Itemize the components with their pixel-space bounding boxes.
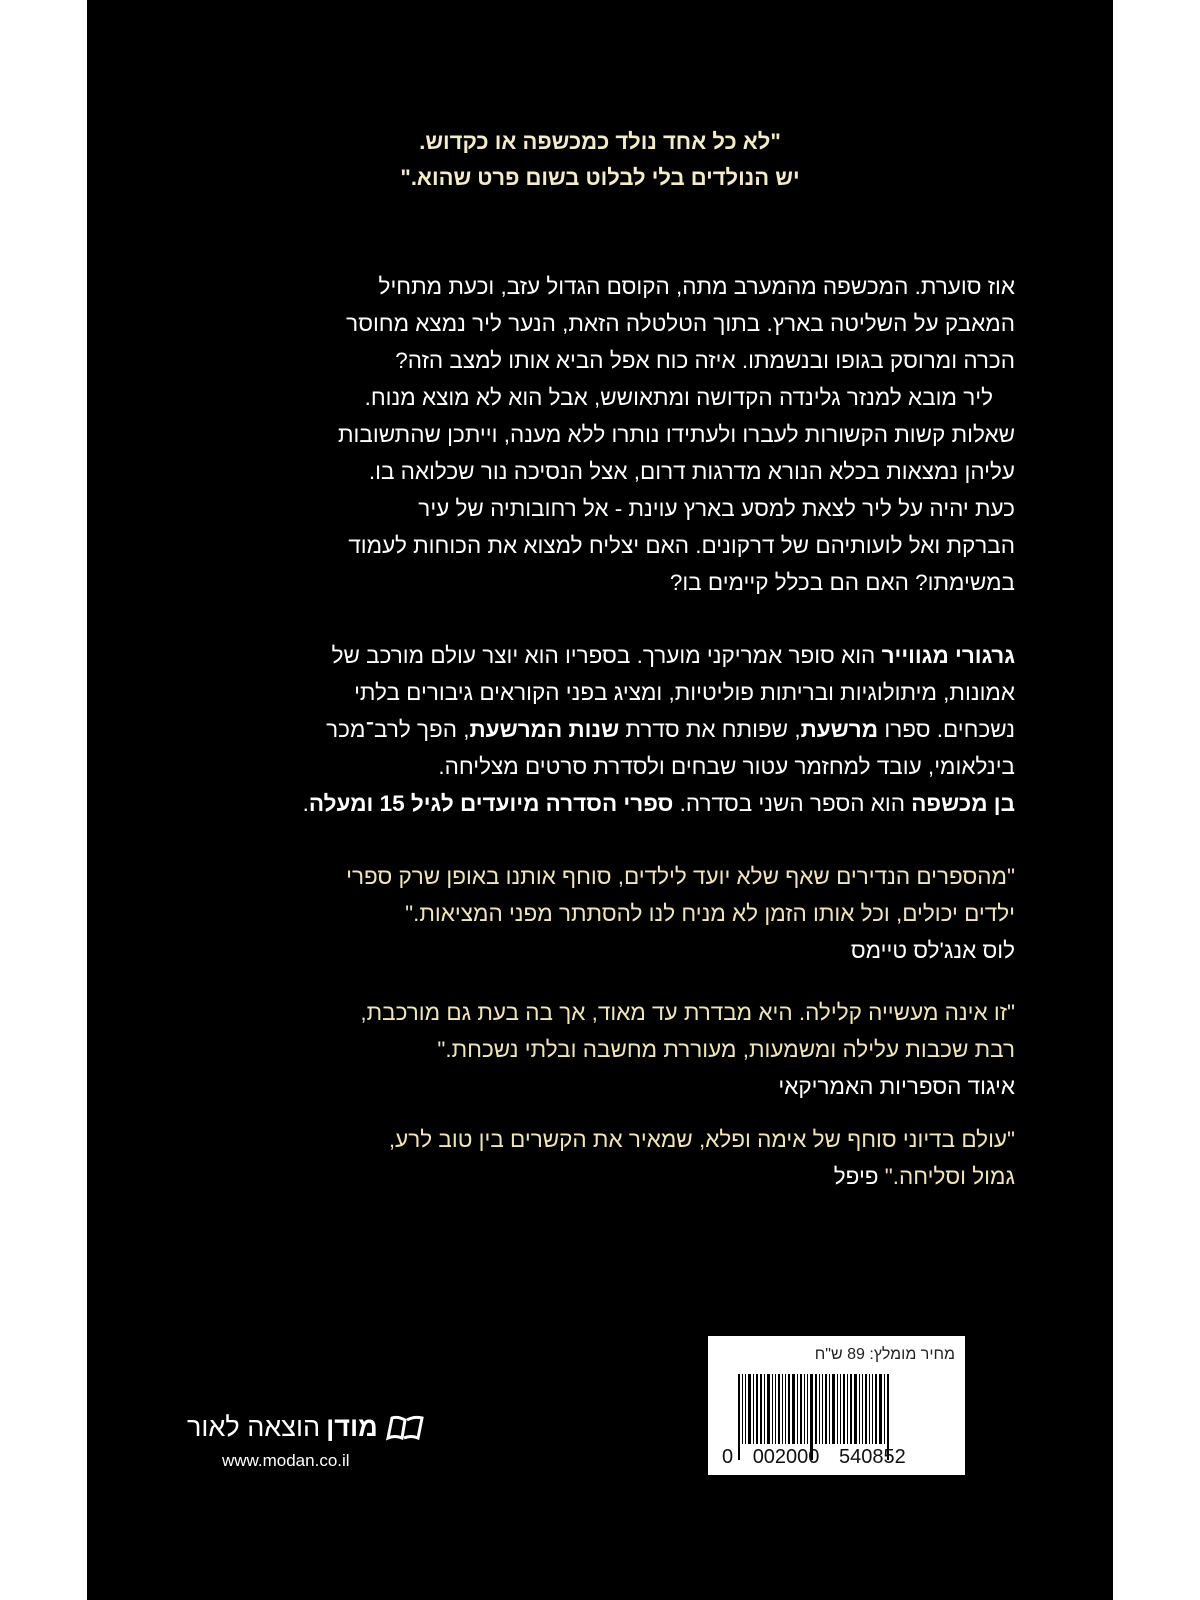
barcode-bar (832, 1374, 835, 1444)
barcode-bar (819, 1374, 820, 1444)
tagline-quote (87, 124, 1113, 196)
barcode-bar (850, 1374, 852, 1444)
barcode-digit-group: 0 (722, 1446, 734, 1468)
barcode-bar (756, 1374, 758, 1444)
review-source: לוס אנג'לס טיימס (850, 938, 1015, 963)
review-quote-line: רבת שכבות עלילה ומשמעות, מעוררת מחשבה ובלתי נשכחת." (437, 1037, 1015, 1062)
barcode-bar (807, 1374, 808, 1444)
barcode-bar (767, 1374, 770, 1444)
barcode-bar (825, 1374, 827, 1444)
barcode-bar (742, 1374, 743, 1444)
barcode-bar (847, 1374, 848, 1444)
review-source: איגוד הספריות האמריקאי (778, 1074, 1015, 1099)
text: הוא סופר אמריקני מוערך. בספריו הוא יוצר עולם מורכב של (331, 643, 882, 668)
text: במשימתו? האם הם בכלל קיימים בו? (669, 570, 1015, 595)
synopsis-line (185, 527, 1015, 564)
barcode-bar (884, 1374, 885, 1444)
author_bio-line (185, 785, 1015, 822)
barcode-bar (859, 1374, 860, 1444)
barcode-bar (843, 1374, 845, 1444)
barcode-bar (792, 1374, 795, 1444)
price-text: מחיר מומלץ: 89 ש"ח (814, 1346, 955, 1363)
synopsis-line (185, 453, 1015, 490)
synopsis (185, 268, 1015, 601)
text: אוז סוערת. המכשפה מהמערב מתה, הקוסם הגדול עזב, וכעת מתחיל (378, 274, 1015, 299)
text: . (302, 791, 309, 816)
barcode-bar (760, 1374, 762, 1444)
synopsis-line (185, 490, 1015, 527)
tagline-line: יש הנולדים בלי לבלוט בשום פרט שהוא." (400, 165, 800, 190)
synopsis-line (185, 342, 1015, 379)
review-quote-line: "זו אינה מעשייה קלילה. היא מבדרת עד מאוד, אך בה בעת גם מורכבת, (360, 1000, 1015, 1025)
bold-text: שנות המרשעת (469, 717, 620, 742)
barcode-bar (862, 1374, 863, 1444)
barcode-bar (829, 1374, 830, 1444)
review-last-line (185, 1158, 1015, 1195)
review-1 (185, 858, 1015, 969)
text: , שפותח את סדרת (619, 717, 801, 742)
barcode-bar (837, 1374, 838, 1444)
text: נשכחים. ספרו (878, 717, 1015, 742)
synopsis-line (185, 268, 1015, 305)
author-bio (185, 637, 1015, 822)
text: , הפך לרב־מכר (326, 717, 470, 742)
bold-text: בן מכשפה (911, 791, 1015, 816)
review-quote-line: "עולם בדיוני סוחף של אימה ופלא, שמאיר את הקשרים בין טוב לרע, (388, 1127, 1015, 1152)
barcode-digits (722, 1446, 920, 1469)
synopsis-line (185, 305, 1015, 342)
author_bio-line (185, 748, 1015, 785)
tagline-line: "לא כל אחד נולד כמכשפה או כקדוש. (419, 129, 781, 154)
barcode-label (708, 1336, 965, 1475)
text: עליהן נמצאות בכלא הנורא מדרגות דרום, אצל הנסיכה נור שכלואה בו. (368, 459, 1015, 484)
barcode-bar (782, 1374, 783, 1444)
barcode-bar (815, 1374, 817, 1444)
text: הכרה ומרוסק בגופו ובנשמתו. איזה כוח אפל הביא אותו למצב הזה? (395, 348, 1015, 373)
text: הברקת ואל לועותיהם של דרקונים. האם יצליח למצוא את הכוחות לעמוד (348, 533, 1015, 558)
barcode-bar (788, 1374, 790, 1444)
barcode-bar (800, 1374, 802, 1444)
review-quote-line: גמול וסליחה." (884, 1164, 1015, 1189)
barcode-bar (748, 1374, 751, 1444)
barcode-bar (785, 1374, 786, 1444)
barcode-bar (840, 1374, 841, 1444)
publisher-tagline: הוצאה לאור (187, 1412, 321, 1442)
review-2 (185, 994, 1015, 1105)
text: הוא הספר השני בסדרה. (673, 791, 912, 816)
review-quote-line: ילדים יכולים, וכל אותו הזמן לא מניח לנו להסתתר מפני המציאות." (405, 901, 1015, 926)
barcode-bar (869, 1374, 870, 1444)
review-3 (185, 1121, 1015, 1195)
review-source: פיפל (833, 1164, 879, 1189)
author_bio-line (185, 674, 1015, 711)
barcode-bar (778, 1374, 780, 1444)
barcode-bar (772, 1374, 773, 1444)
barcode-digit-group: 002000 (752, 1446, 820, 1468)
barcode-bar (764, 1374, 765, 1444)
text: ליר מובא למנזר גלינדה הקדושה ומתאושש, אבל הוא לא מוצא מנוח. (364, 385, 993, 410)
barcode-bars (738, 1374, 948, 1444)
review-quote-line: "מהספרים הנדירים שאף שלא יועד לילדים, סוחף אותנו באופן שרק ספרי (346, 864, 1015, 889)
synopsis-line (185, 416, 1015, 453)
barcode-bar (872, 1374, 873, 1444)
barcode-bar (804, 1374, 805, 1444)
publisher-url: www.modan.co.il (222, 1451, 350, 1470)
barcode-bar (854, 1374, 857, 1444)
bold-text: ספרי הסדרה מיועדים לגיל 15 ומעלה (308, 791, 674, 816)
barcode-bar (822, 1374, 823, 1444)
publisher-logo (187, 1412, 428, 1443)
barcode-bar (875, 1374, 877, 1444)
barcode-bar (753, 1374, 754, 1444)
book-logo-icon (384, 1414, 428, 1442)
author_bio-line (185, 637, 1015, 674)
barcode-bar (797, 1374, 798, 1444)
text: כעת יהיה על ליר לצאת למסע בארץ עוינת - אל רחובותיה של עיר (418, 496, 1015, 521)
bold-text: גרגורי מגווייר (881, 643, 1015, 668)
barcode-bar (879, 1374, 882, 1444)
publisher-name: מודן (326, 1412, 378, 1442)
barcode-digit-group: 540852 (839, 1446, 906, 1468)
barcode-bar (865, 1374, 867, 1444)
text: המאבק על השליטה בארץ. בתוך הטלטלה הזאת, הנער ליר נמצא מחוסר (346, 311, 1015, 336)
barcode-bar (775, 1374, 776, 1444)
author_bio-line (185, 711, 1015, 748)
barcode-bar (745, 1374, 746, 1444)
back-cover (87, 0, 1113, 1600)
synopsis-line (185, 379, 1015, 416)
text: שאלות קשות הקשורות לעברו ולעתידו נותרו ללא מענה, וייתכן שהתשובות (338, 422, 1015, 447)
synopsis-line (185, 564, 1015, 601)
bold-text: מרשעת (800, 717, 879, 742)
text: אמונות, מיתולוגיות ובריתות פוליטיות, ומציג בפני הקוראים גיבורים בלתי (354, 680, 1015, 705)
text: בינלאומי, עובד למחזמר עטור שבחים ולסדרת סרטים מצליחה. (438, 754, 1015, 779)
